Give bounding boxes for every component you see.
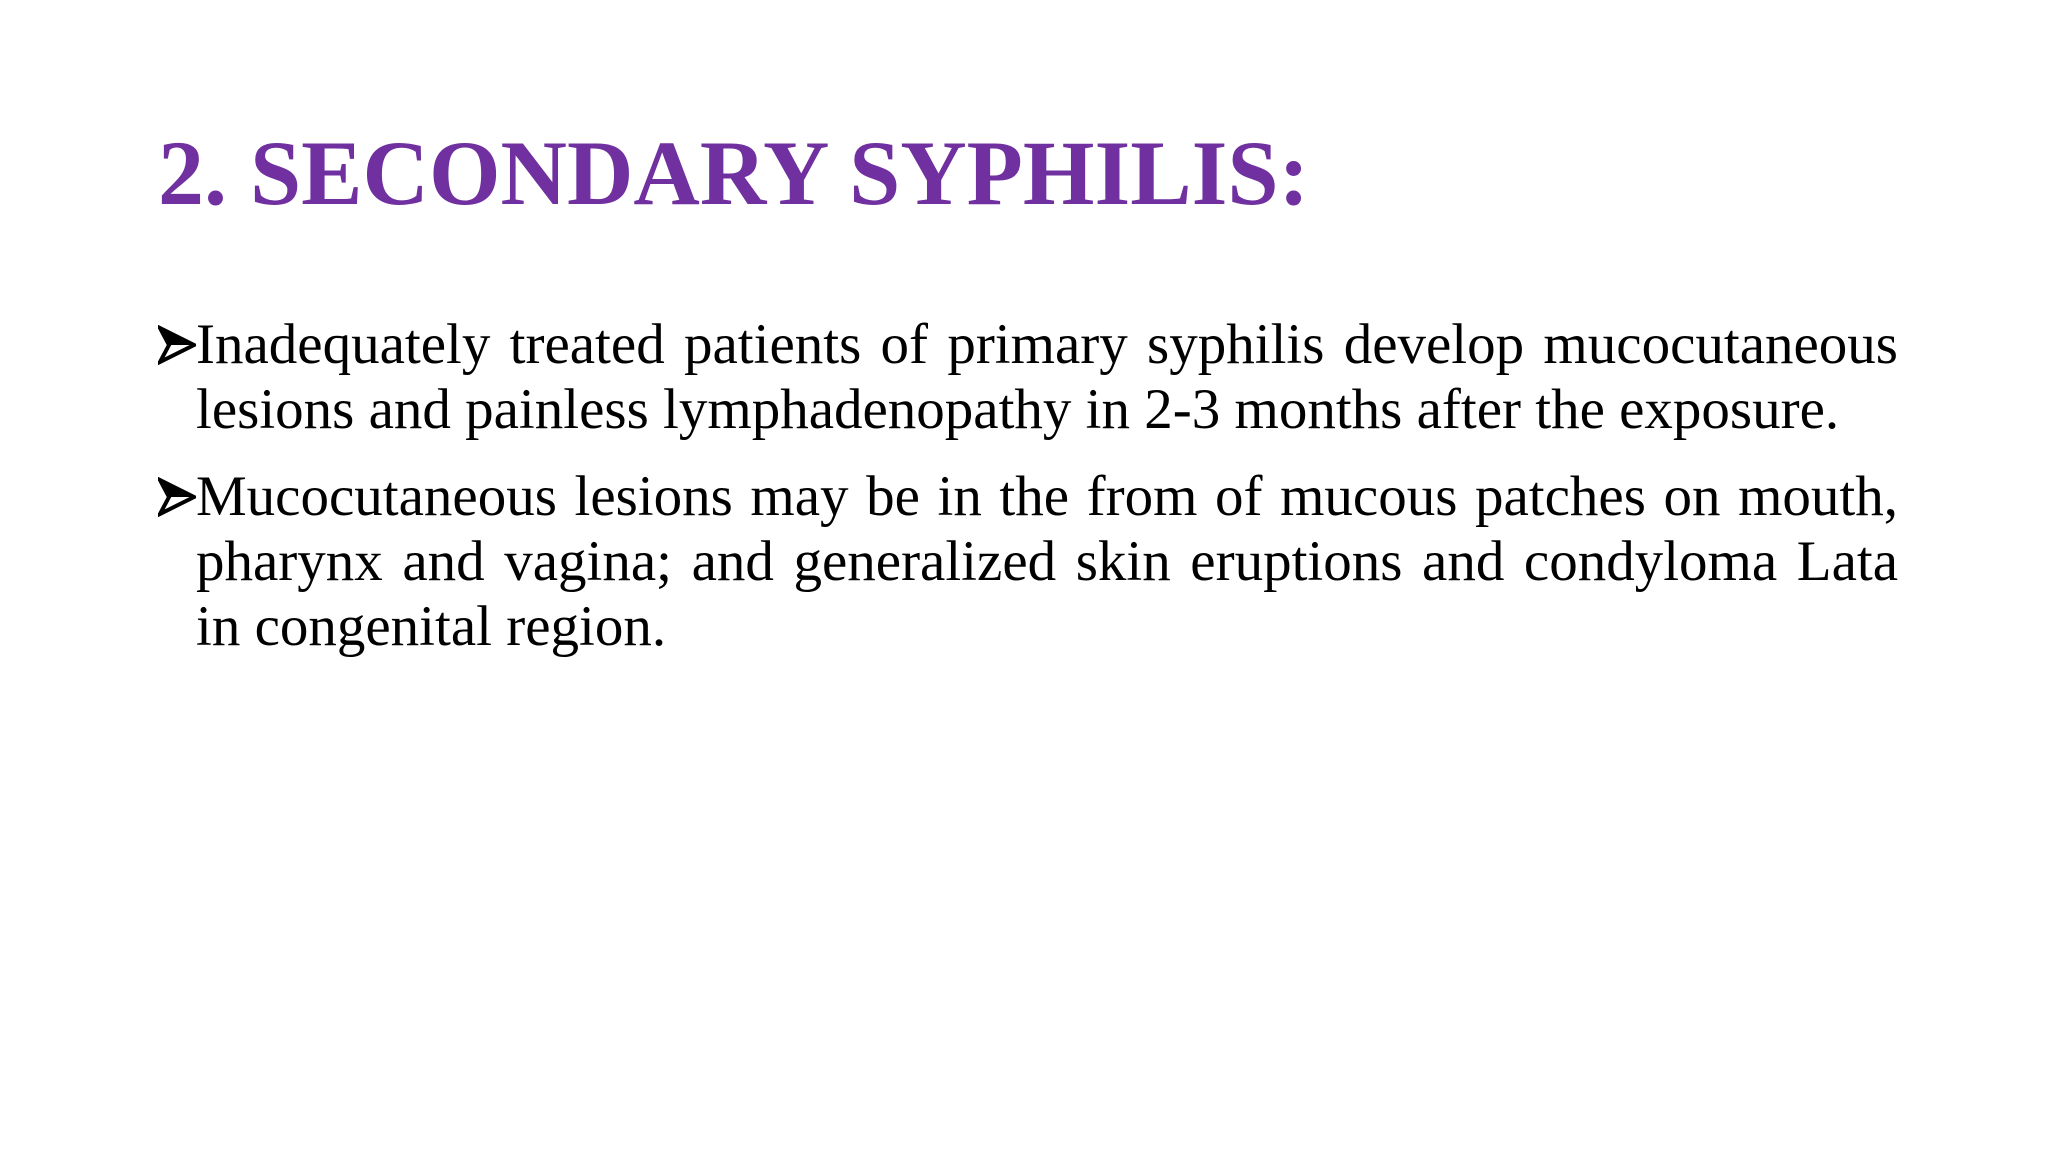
bullet-text: Mucocutaneous lesions may be in the from of mucous patches on mouth, pharynx and vagina; and generalized skin eruptions and condyloma Lata in congenital region. (196, 465, 1898, 658)
bullet-list (158, 312, 1898, 681)
bullet-item (158, 464, 1898, 659)
bullet-text: Inadequately treated patients of primary syphilis develop mucocutaneous lesions and painless lymphadenopathy in 2-3 months after the exposure. (196, 313, 1898, 441)
bullet-item (158, 312, 1898, 442)
arrowhead-bullet-icon (158, 312, 198, 377)
arrowhead-bullet-icon (158, 464, 198, 529)
slide-title: 2. SECONDARY SYPHILIS: (158, 122, 1310, 224)
